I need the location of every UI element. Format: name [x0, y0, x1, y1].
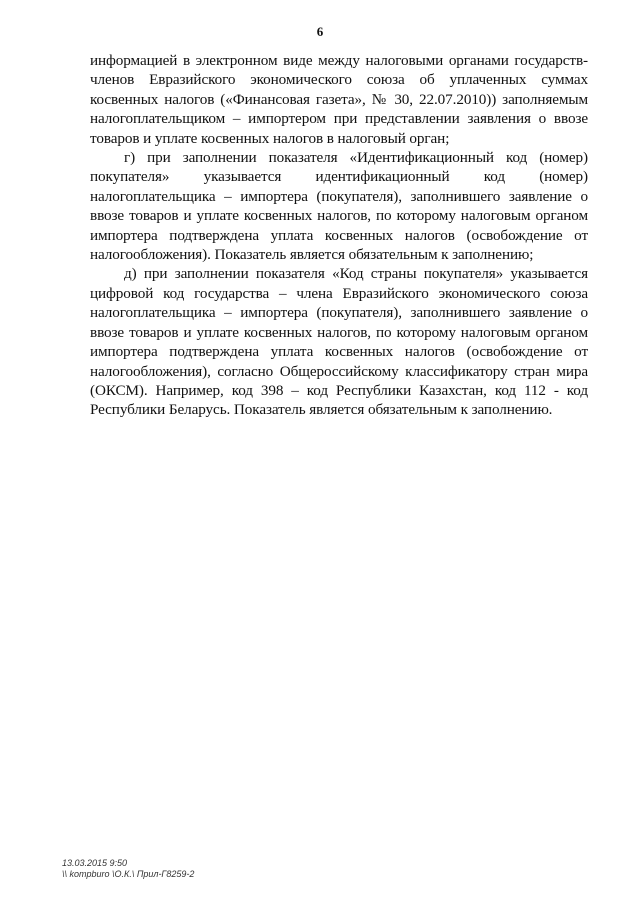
paragraph-item-d: д) при заполнении показателя «Код страны покупателя» указывается цифровой код государства – члена Евразийского экономического союза налогоплательщика – импортера (покупателя), заполнившего заявление о ввозе товаров и уплате косвенных налогов, по которому налоговым органом импортера подтверждена уплата косвенных налогов (освобождение от налогообложения), согласно Общероссийскому классификатору стран мира (ОКСМ). Например, код 398 – код Республики Казахстан, код 112 - код Республики Беларусь. Показатель является обязательным к заполнению. [90, 265, 588, 419]
paragraph-item-g: г) при заполнении показателя «Идентификационный код (номер) покупателя» указывается идентификационный код (номер) налогоплательщика – импортера (покупателя), заполнившего заявление о ввозе товаров и уплате косвенных налогов, по которому налоговым органом импортера подтверждена уплата косвенных налогов (освобождение от налогообложения). Показатель является обязательным к заполнению; [90, 149, 588, 264]
document-body [90, 51, 588, 420]
footer-timestamp: 13.03.2015 9:50 [62, 858, 128, 868]
document-footer [62, 858, 194, 880]
footer-file-path: \\ kompburo \О.К.\ Прил-Г8259-2 [62, 869, 195, 879]
page-number: 6 [316, 24, 324, 39]
paragraph-continuation: информацией в электронном виде между налоговыми органами государств-членов Евразийского экономического союза об уплаченных суммах косвенных налогов («Финансовая газета», № 30, 22.07.2010)) заполняемым налогоплательщиком – импортером при представлении заявления о ввозе товаров и уплате косвенных налогов в налоговый орган; [90, 52, 588, 147]
